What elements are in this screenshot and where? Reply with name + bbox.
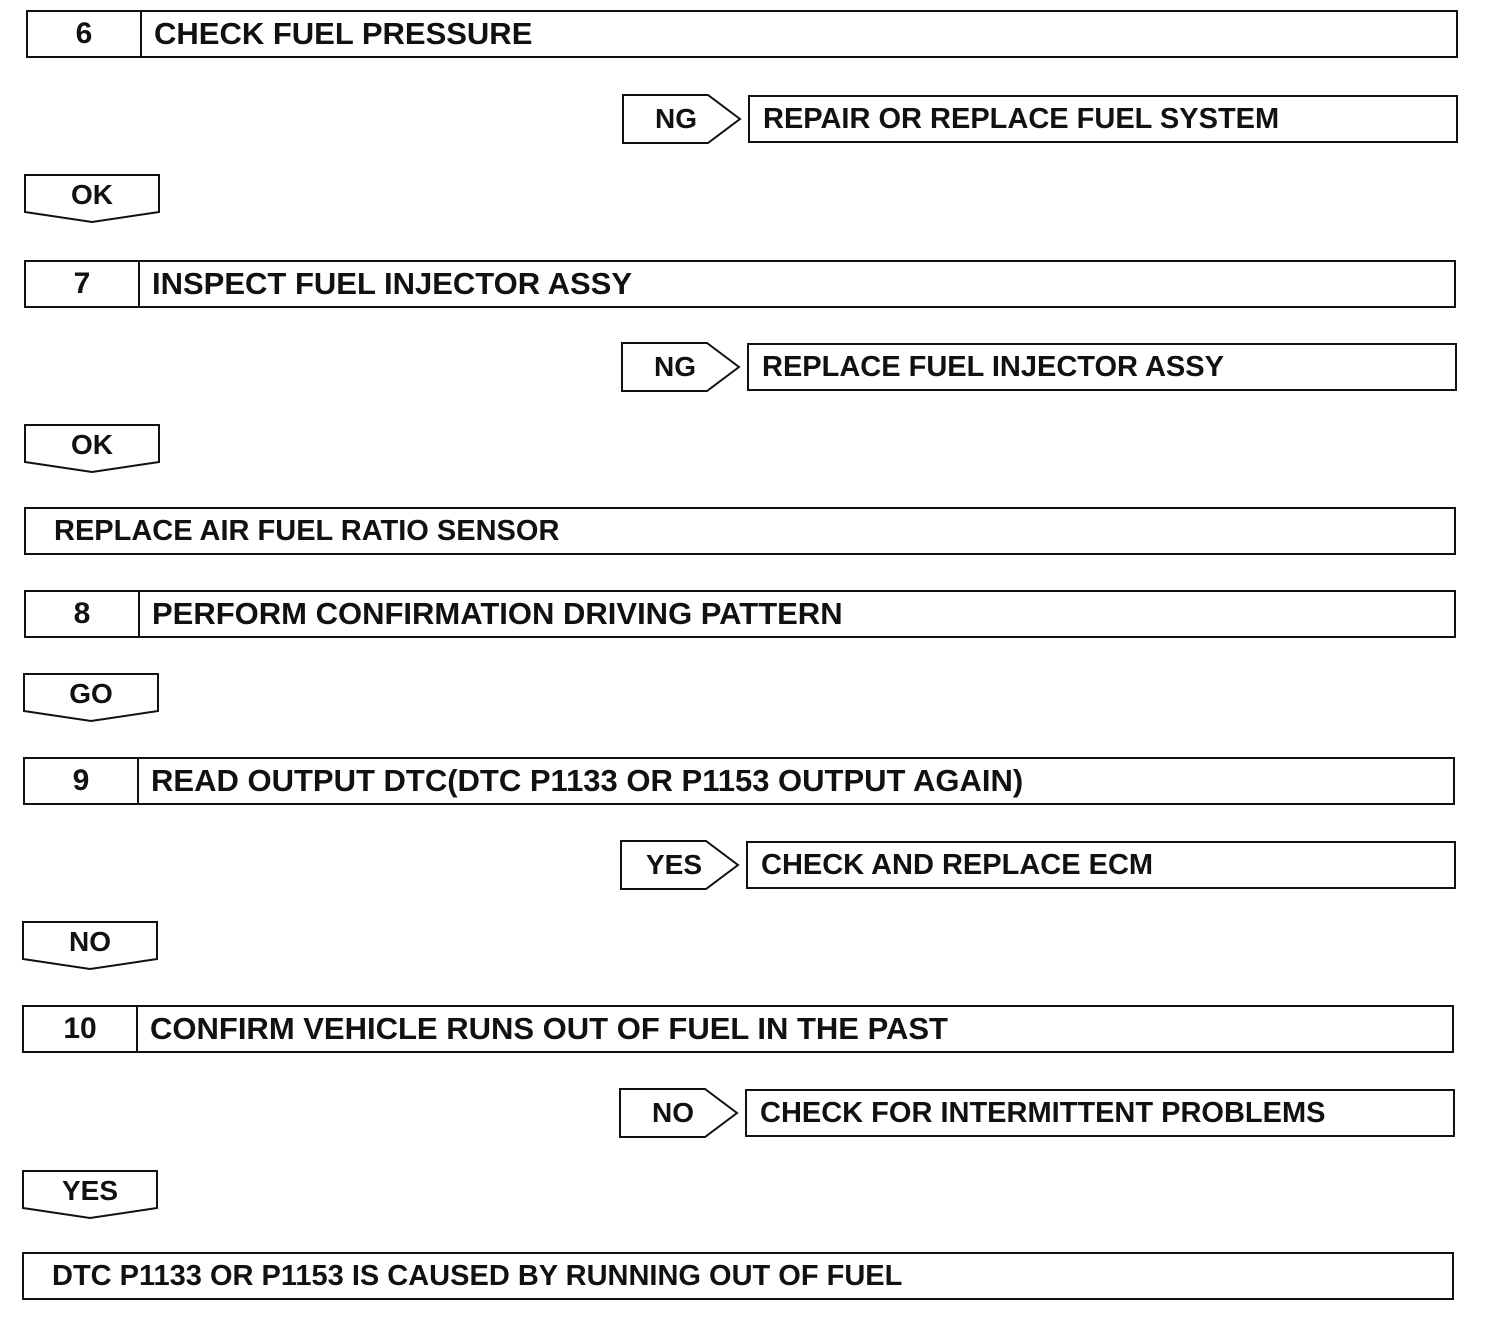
- step-number: 9: [25, 759, 139, 803]
- step-title: CONFIRM VEHICLE RUNS OUT OF FUEL IN THE PAST: [150, 1011, 948, 1046]
- branch-result-box: CHECK FOR INTERMITTENT PROBLEMS: [745, 1089, 1455, 1137]
- flow-label: GO: [69, 678, 113, 709]
- branch-ng-tag: [621, 342, 741, 392]
- action-box: REPLACE AIR FUEL RATIO SENSOR: [24, 507, 1456, 555]
- step-7-box: [24, 260, 1456, 308]
- step-10-box: [22, 1005, 1454, 1053]
- branch-result-box: REPLACE FUEL INJECTOR ASSY: [747, 343, 1457, 391]
- flow-label: YES: [61, 1175, 119, 1206]
- branch-label: NG: [654, 351, 696, 382]
- flow-ok-tag: [24, 424, 160, 474]
- branch-yes-tag: [620, 840, 740, 890]
- step-title: INSPECT FUEL INJECTOR ASSY: [152, 266, 633, 301]
- branch-result-box: REPAIR OR REPLACE FUEL SYSTEM: [748, 95, 1458, 143]
- branch-label: NO: [652, 1097, 694, 1128]
- step-number: 10: [24, 1007, 138, 1051]
- step-title: READ OUTPUT DTC(DTC P1133 OR P1153 OUTPUT AGAIN): [151, 763, 1024, 798]
- step-9-box: [23, 757, 1455, 805]
- branch-no-tag: [619, 1088, 739, 1138]
- step-title: CHECK FUEL PRESSURE: [154, 16, 533, 51]
- step-number: 8: [26, 592, 140, 636]
- branch-label: NG: [655, 103, 697, 134]
- flow-no-tag: [22, 921, 158, 971]
- flow-ok-tag: [24, 174, 160, 224]
- flow-label: NO: [69, 926, 111, 957]
- flow-label: OK: [71, 179, 113, 210]
- step-6-box: [26, 10, 1458, 58]
- branch-label: YES: [645, 849, 703, 880]
- conclusion-box: DTC P1133 OR P1153 IS CAUSED BY RUNNING OUT OF FUEL: [22, 1252, 1454, 1300]
- branch-ng-tag: [622, 94, 742, 144]
- step-number: 7: [26, 262, 140, 306]
- flow-label: OK: [71, 429, 113, 460]
- step-title: PERFORM CONFIRMATION DRIVING PATTERN: [152, 596, 843, 631]
- flow-yes-tag: [22, 1170, 158, 1220]
- step-number: 6: [28, 12, 142, 56]
- step-8-box: [24, 590, 1456, 638]
- branch-result-box: CHECK AND REPLACE ECM: [746, 841, 1456, 889]
- flow-go-tag: [23, 673, 159, 723]
